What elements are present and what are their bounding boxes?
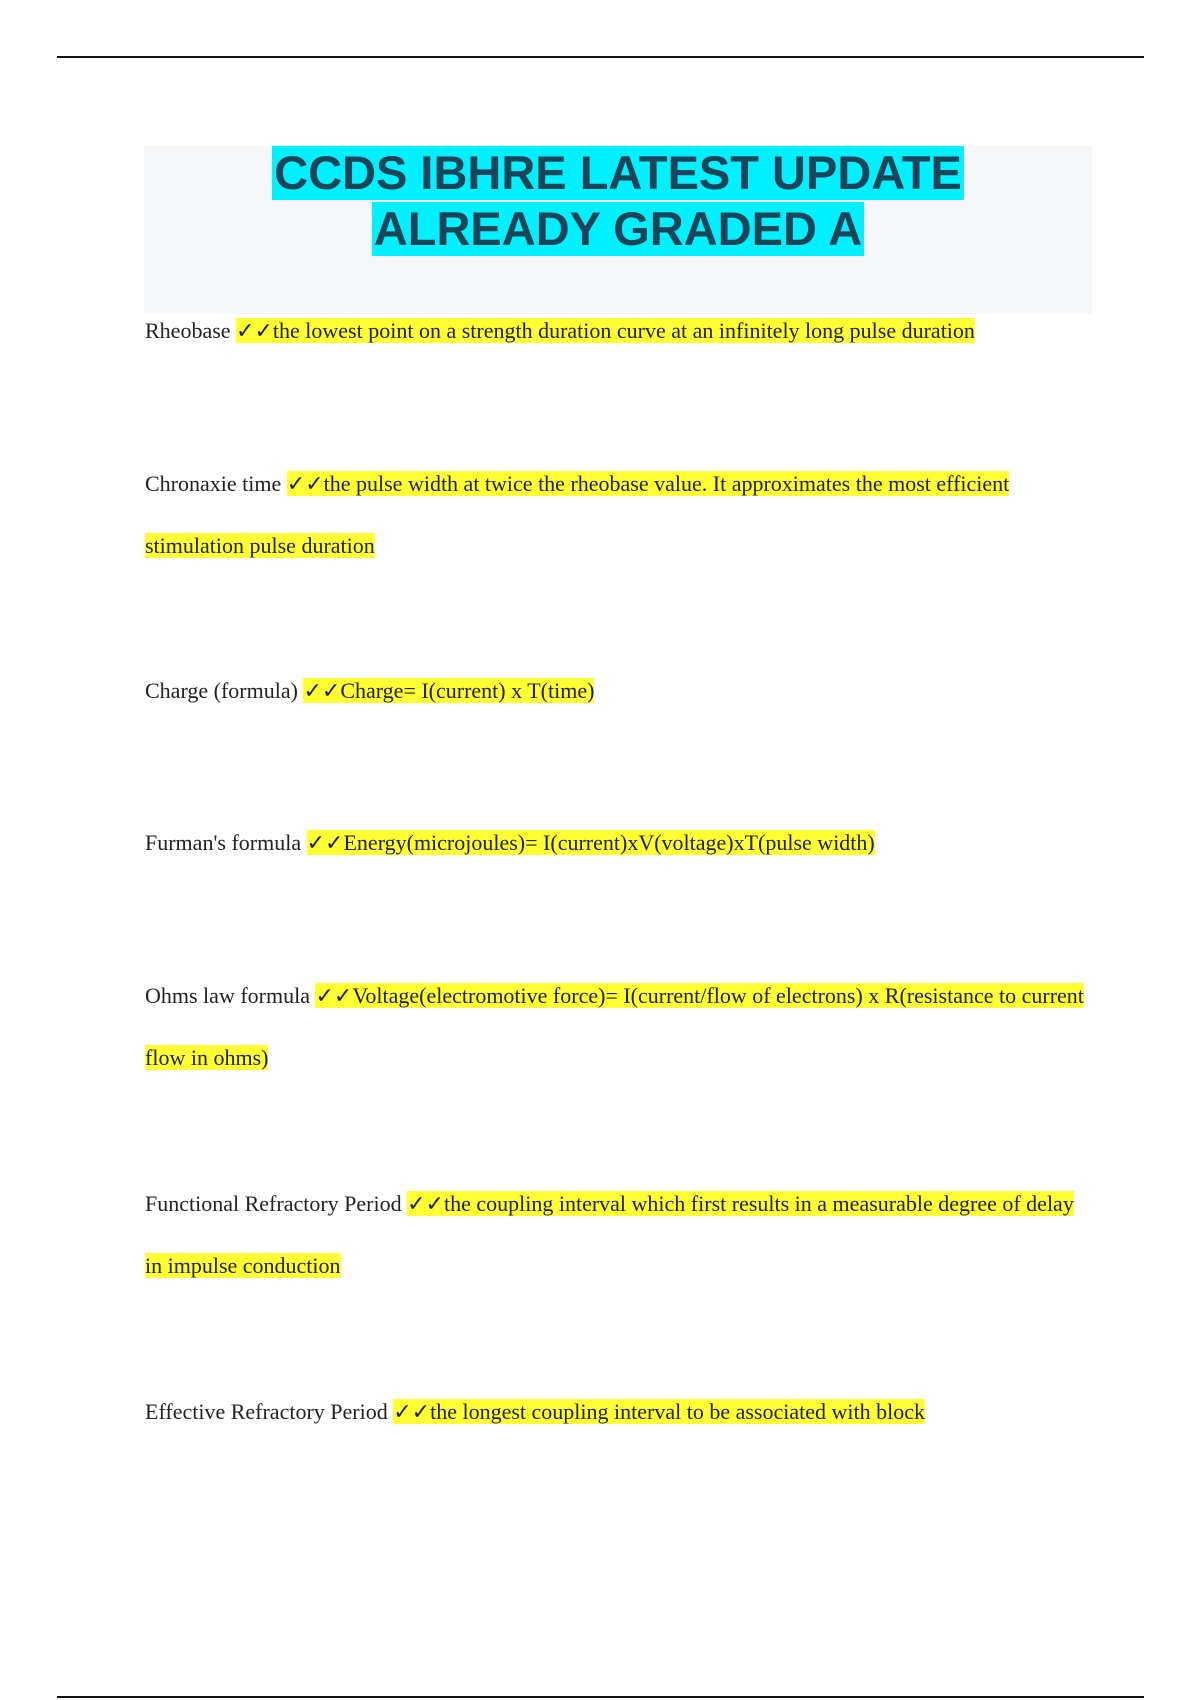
checkmark-icon: ✓✓: [286, 472, 324, 497]
title-row-2: [144, 202, 1092, 258]
entry-effective-refractory-period: [145, 1381, 1085, 1443]
checkmark-icon: ✓✓: [303, 679, 341, 704]
entry-term: Effective Refractory Period: [145, 1399, 388, 1424]
entry-ohms-law-formula: [145, 965, 1085, 1088]
entry-term: Charge (formula): [145, 678, 298, 703]
entry-term: Ohms law formula: [145, 983, 310, 1008]
entry-rheobase: [145, 300, 1085, 362]
footer-rule: [57, 1696, 1144, 1698]
checkmark-icon: ✓✓: [393, 1400, 431, 1425]
document-title-line-2: ALREADY GRADED A: [373, 202, 863, 255]
entry-term: Chronaxie time: [145, 471, 282, 496]
entry-definition: the coupling interval which first results in a measurable degree of delay in impulse conduction: [145, 1191, 1074, 1278]
entry-definition: Voltage(electromotive force)= I(current/flow of electrons) x R(resistance to current flow in ohms): [145, 983, 1084, 1070]
entry-definition: Charge= I(current) x T(time): [340, 678, 595, 703]
checkmark-icon: ✓✓: [306, 831, 344, 856]
document-title-line-1: CCDS IBHRE LATEST UPDATE: [274, 146, 962, 199]
entry-definition: Energy(microjoules)= I(current)xV(voltage)xT(pulse width): [343, 830, 875, 855]
entry-term: Furman's formula: [145, 830, 302, 855]
title-row-1: [144, 146, 1092, 202]
entry-definition: the lowest point on a strength duration curve at an infinitely long pulse duration: [272, 318, 975, 343]
entry-term: Functional Refractory Period: [145, 1191, 402, 1216]
entry-charge-formula: [145, 660, 1085, 722]
checkmark-icon: ✓✓: [315, 984, 353, 1009]
header-rule: [57, 56, 1144, 58]
entry-furmans-formula: [145, 812, 1085, 874]
entry-definition: the pulse width at twice the rheobase value. It approximates the most efficient stimulation pulse duration: [145, 471, 1010, 558]
checkmark-icon: ✓✓: [236, 319, 273, 344]
entry-term: Rheobase: [145, 318, 231, 343]
entry-chronaxie-time: [145, 453, 1085, 576]
entry-definition: the longest coupling interval to be associated with block: [430, 1399, 925, 1424]
entry-functional-refractory-period: [145, 1173, 1085, 1296]
title-block: [144, 146, 1092, 314]
checkmark-icon: ✓✓: [407, 1192, 444, 1217]
